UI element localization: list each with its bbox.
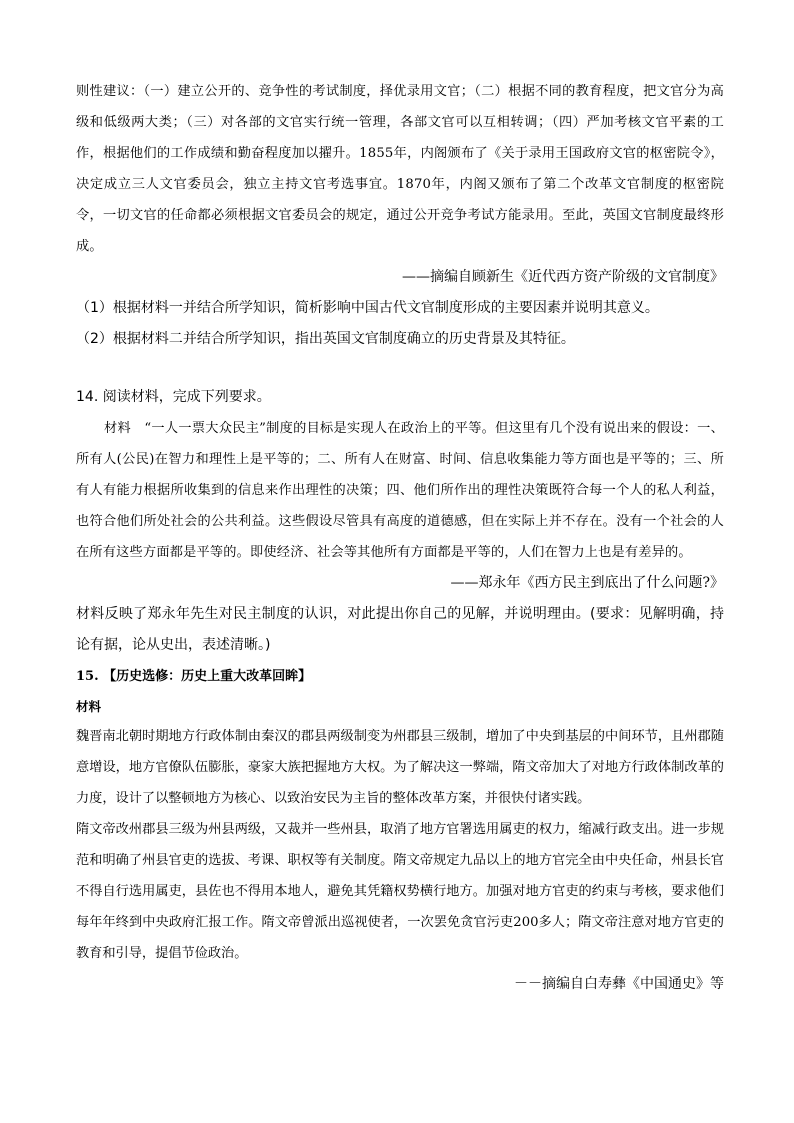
q15-paragraph1: 魏晋南北朝时期地方行政体制由秦汉的郡县两级制变为州郡县三级制，增加了中央到基层的中间环节，且州郡随意增设，地方官僚队伍膨胀，豪家大族把握地方大权。为了解决这一弊端，隋文帝加大了对地方行政体制改革的力度，设计了以整顿地方为核心、以致治安民为主旨的整体改革方案，并很快付诸实践。: [76, 729, 724, 806]
material2-source: ——摘编自顾新生《近代西方资产阶级的文官制度》: [402, 269, 724, 285]
q15-material-label: 材料: [76, 699, 102, 714]
spacer: [76, 355, 724, 382]
q14-heading: 14. 阅读材料，完成下列要求。: [76, 389, 271, 405]
q13-item2: （2）根据材料二并结合所学知识，指出英国文官制度确立的历史背景及其特征。: [76, 331, 575, 347]
q15-heading: 15. 【历史选修：历史上重大改革回眸】: [76, 669, 312, 684]
q14-task: 材料反映了郑永年先生对民主制度的认识，对此提出你自己的见解，并说明理由。(要求：见解明确，持论有据，论从史出，表述清晰。): [76, 606, 724, 653]
q14-source: ——郑永年《西方民主到底出了什么问题?》: [450, 575, 724, 591]
q13-item1: （1）根据材料一并结合所学知识，简析影响中国古代文官制度形成的主要因素并说明其意义。: [76, 300, 659, 316]
q15-source: －－摘编自白寿彝《中国通史》等: [514, 976, 724, 992]
material2-paragraph: 则性建议：（一）建立公开的、竞争性的考试制度，择优录用文官；（二）根据不同的教育程度，把文官分为高级和低级两大类；（三）对各部的文官实行统一管理，各部文官可以互相转调；（四）严加考核文官平素的工作，根据他们的工作成绩和勤奋程度加以擢升。1855年，内阁颁布了《关于录用王国政府文官的枢密院令》，决定成立三人文官委员会，独立主持文官考选事宜。1870年，内阁又颁布了第二个改革文官制度的枢密院令，一切文官的任命都必须根据文官委员会的规定，通过公开竞争考试方能录用。至此，英国文官制度最终形成。: [76, 84, 724, 254]
q15-paragraph2: 隋文帝改州郡县三级为州县两级，又裁并一些州县，取消了地方官署选用属吏的权力，缩减行政支出。进一步规范和明确了州县官吏的选拔、考课、职权等有关制度。隋文帝规定九品以上的地方官完全由中央任命，州县长官不得自行选用属吏，县佐也不得用本地人，避免其凭籍权势横行地方。加强对地方官吏的约束与考核，要求他们每年年终到中央政府汇报工作。隋文帝曾派出巡视使者，一次罢免贪官污吏200多人；隋文帝注意对地方官吏的教育和引导，提倡节俭政治。: [76, 822, 724, 961]
document-page: [76, 76, 724, 1000]
q14-material: 材料 “一人一票大众民主”制度的目标是实现人在政治上的平等。但这里有几个没有说出来的假设：一、所有人(公民)在智力和理性上是平等的；二、所有人在财富、时间、信息收集能力等方面也是平等的；三、所有人有能力根据所收集到的信息来作出理性的决策；四、他们所作出的理性决策既符合每一个人的私人利益，也符合他们所处社会的公共利益。这些假设尽管具有高度的道德感，但在实际上并不存在。没有一个社会的人在所有这些方面都是平等的。即使经济、社会等其他所有方面都是平等的，人们在智力上也是有差异的。: [76, 421, 724, 560]
